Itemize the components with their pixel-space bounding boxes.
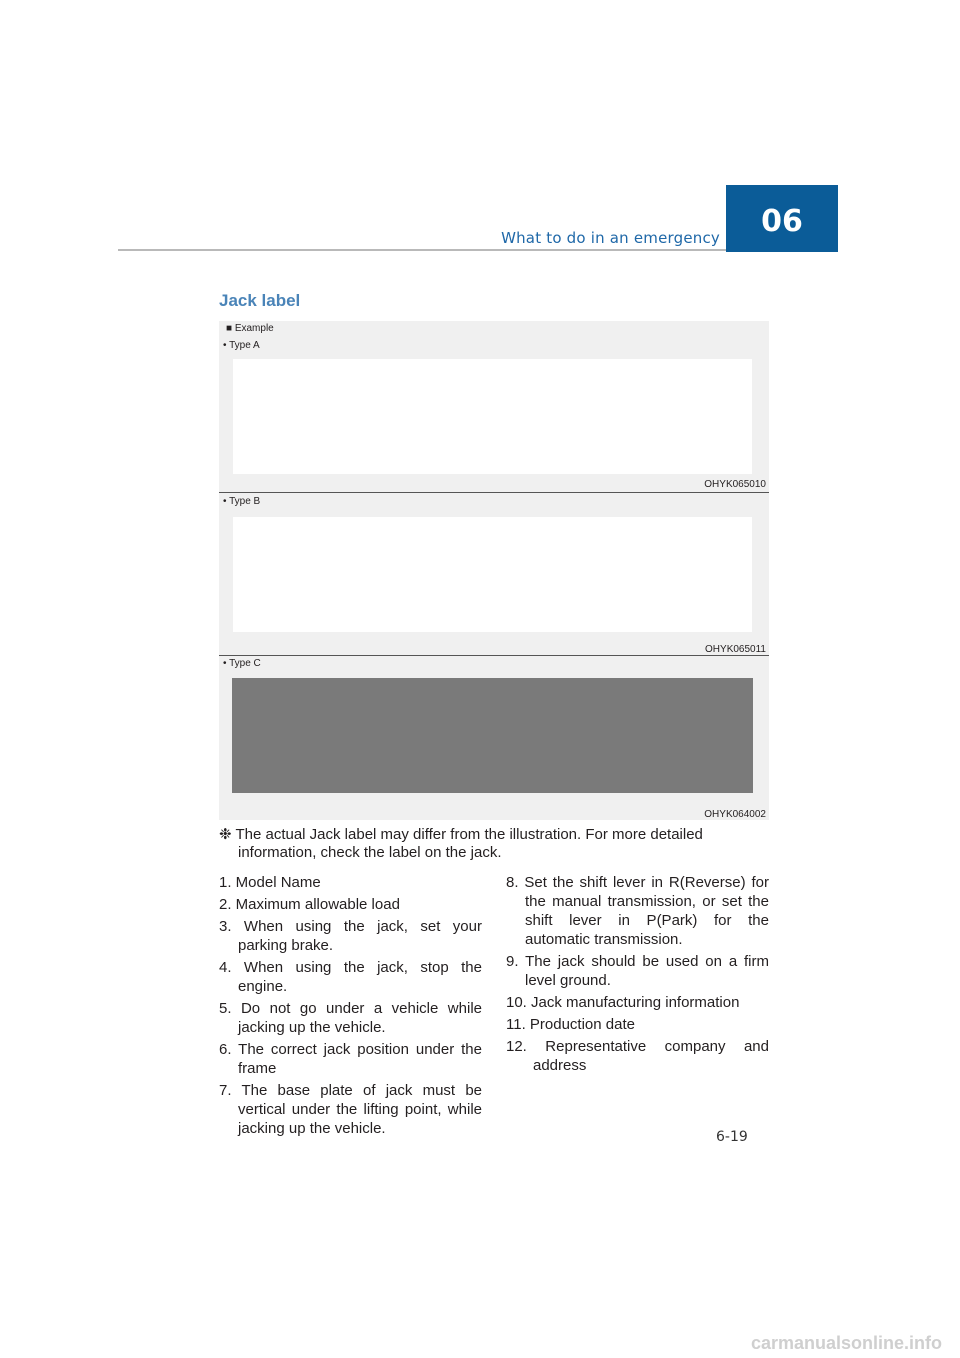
list-item: 7. The base plate of jack must be vertical under the lifting point, while jacking up the vehicle. xyxy=(219,1082,482,1137)
type-a-code: OHYK065010 xyxy=(704,479,766,490)
list-item: 8. Set the shift lever in R(Reverse) for the manual transmission, or set the shift lever in P(Park) for the automatic transmission. xyxy=(506,874,769,948)
panel-divider xyxy=(219,492,769,493)
header-rule xyxy=(118,249,726,251)
panel-divider xyxy=(219,655,769,656)
page-number: 6-19 xyxy=(716,1129,748,1145)
type-b-code: OHYK065011 xyxy=(705,644,766,655)
chapter-number: 06 xyxy=(761,204,803,239)
list-item: 11. Production date xyxy=(506,1016,635,1033)
type-b-image xyxy=(233,517,752,632)
jack-label-figure xyxy=(219,321,769,820)
chapter-tab xyxy=(726,185,838,252)
disclaimer-note xyxy=(219,826,768,862)
label-items-right xyxy=(506,873,769,1078)
type-c-label: • Type C xyxy=(223,658,261,669)
list-item: 3. When using the jack, set your parking brake. xyxy=(219,918,482,954)
type-c-code: OHYK064002 xyxy=(704,809,766,820)
note-line-2: information, check the label on the jack. xyxy=(238,844,502,861)
note-line-1: ❉ The actual Jack label may differ from the illustration. For more detailed xyxy=(219,826,703,843)
label-items-left xyxy=(219,873,482,1141)
watermark: carmanualsonline.info xyxy=(750,1333,942,1353)
figure-caption: ■ Example xyxy=(226,323,274,334)
type-b-label: • Type B xyxy=(223,496,261,507)
list-item: 6. The correct jack position under the frame xyxy=(219,1041,482,1077)
list-item: 1. Model Name xyxy=(219,874,321,891)
list-item: 4. When using the jack, stop the engine. xyxy=(219,959,482,995)
list-item: 9. The jack should be used on a firm level ground. xyxy=(506,953,769,989)
list-item: 12. Representative company and address xyxy=(506,1038,769,1074)
list-item: 10. Jack manufacturing information xyxy=(506,994,740,1011)
type-a-image xyxy=(233,359,752,474)
type-a-label: • Type A xyxy=(223,340,260,351)
type-c-image xyxy=(232,678,753,793)
list-item: 2. Maximum allowable load xyxy=(219,896,400,913)
section-title: Jack label xyxy=(219,291,301,310)
list-item: 5. Do not go under a vehicle while jacking up the vehicle. xyxy=(219,1000,482,1036)
chapter-title: What to do in an emergency xyxy=(501,229,720,247)
